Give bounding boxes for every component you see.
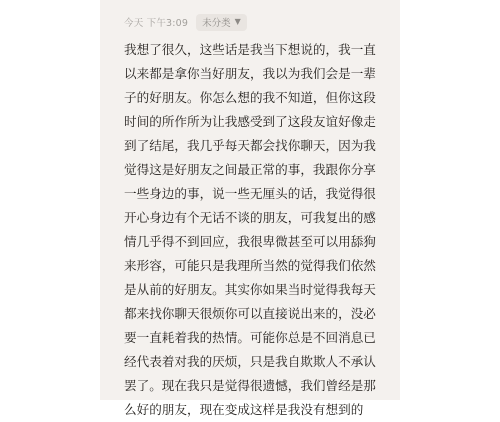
note-line: 来形容，可能只是我理所当然的觉得我们依然 [124,258,376,273]
note-line: 到了结尾，我几乎每天都会找你聊天，因为我 [124,138,376,153]
note-body[interactable] [124,38,380,422]
note-line: 开心身边有个无话不谈的朋友，可我复出的感 [124,210,376,225]
category-label: 未分类 [202,18,231,29]
note-line: 以来都是拿你当好朋友，我以为我们会是一辈 [124,66,376,81]
note-line: 么好的朋友，现在变成这样是我没有想到的 [124,402,364,417]
note-line: 子的好朋友。你怎么想的我不知道，但你这段 [124,90,376,105]
chevron-down-icon: ▼ [234,17,241,26]
note-line: 时间的所作所为让我感受到了这段友谊好像走 [124,114,376,129]
category-selector[interactable] [196,14,247,31]
note-timestamp: 今天 下午3:09 [124,18,189,29]
note-line: 要一直耗着我的热情。可能你总是不回消息已 [124,330,376,345]
note-page [100,0,400,417]
note-meta [124,13,247,31]
note-line: 我想了很久，这些话是我当下想说的，我一直 [124,42,376,57]
note-line: 情几乎得不到回应，我很卑微甚至可以用舔狗 [124,234,376,249]
note-line: 都来找你聊天很烦你可以直接说出来的，没必 [124,306,376,321]
note-line: 觉得这是好朋友之间最正常的事，我跟你分享 [124,162,376,177]
note-line: 一些身边的事，说一些无厘头的话，我觉得很 [124,186,376,201]
note-line: 是从前的好朋友。其实你如果当时觉得我每天 [124,282,376,297]
note-line: 罢了。现在我只是觉得很遗憾，我们曾经是那 [124,378,376,393]
note-line: 经代表着对我的厌烦，只是我自欺欺人不承认 [124,354,376,369]
